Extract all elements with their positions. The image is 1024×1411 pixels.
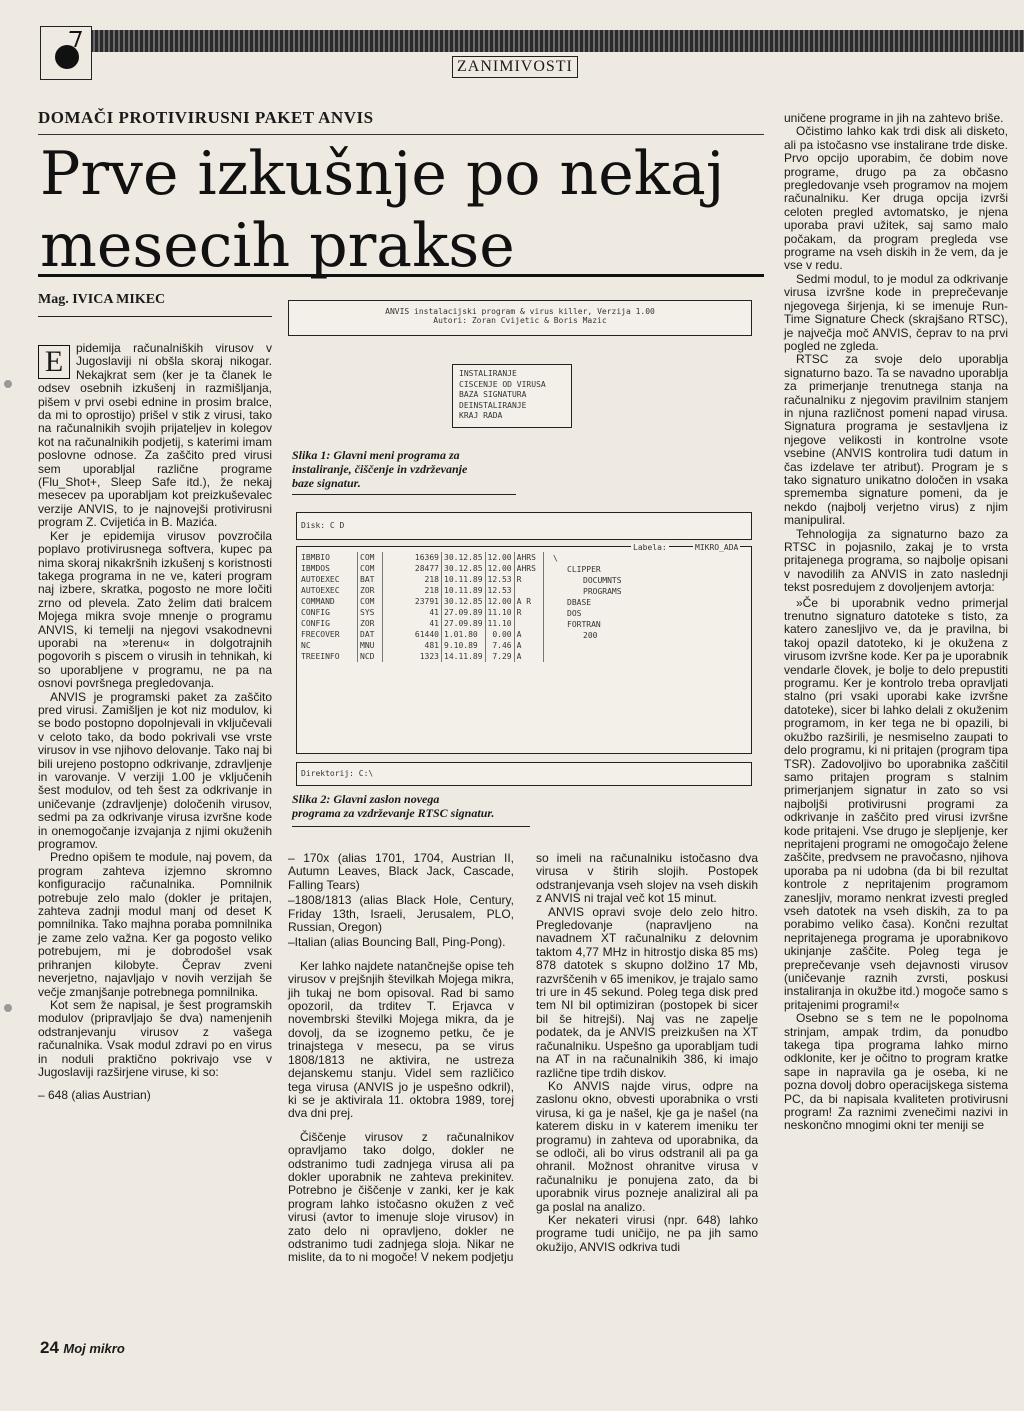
file-cell: IBMBIO xyxy=(299,552,358,563)
file-cell: 27.09.89 xyxy=(442,618,486,629)
menu-item-exit: KRAJ RADA xyxy=(459,411,503,420)
file-cell: DAT xyxy=(358,629,383,640)
file-cell: SYS xyxy=(358,607,383,618)
file-cell: COM xyxy=(358,596,383,607)
file-cell: 12.53 xyxy=(485,574,514,585)
file-cell: 12.53 xyxy=(485,585,514,596)
file-cell: A R xyxy=(514,596,543,607)
file-cell: 0.00 xyxy=(485,629,514,640)
column-3 xyxy=(536,852,758,1342)
file-cell: 11.10 xyxy=(485,607,514,618)
col1-paragraph-4: Predno opišem te module, naj povem, da program zahteva izjemno skromno konfiguracijo računalnika. Pomnilnik potrebuje zelo malo (dokler je pritajen, zahteva zadnji modul manj od deset K pomnilnika. Tako majhna poraba pomnilnika je zame zelo važna. Ker ga pogosto veliko potrebujem, mi je dobrodošel vsak prihranjen kilobyte. Čeprav zveni neverjetno, najavljajo v novih verzijah še večje zmanjšanje potrebnega pomnilnika. xyxy=(38,850,272,999)
figure1-menu xyxy=(452,364,572,428)
col1-paragraph-6: – 648 (alias Austrian) xyxy=(38,1088,151,1103)
directory-tree xyxy=(553,553,622,641)
file-table xyxy=(299,552,544,662)
tree-item-documnts: DOCUMNTS xyxy=(583,576,622,585)
col1-paragraph-1 xyxy=(38,342,272,530)
figure2-file-panel xyxy=(296,543,752,754)
page-footer xyxy=(40,1338,125,1358)
col1-paragraph-5: Kot sem že napisal, je šest programskih modulov (pripravljajo še dva) namenjenih odstranjevanju virusov z vašega računalnika. Vsak modul zdravi po en virus in noduli praktično pokrivajo vse v Jugoslaviji razširjene viruse, ki so: xyxy=(38,997,272,1079)
tree-item-clipper: CLIPPER xyxy=(567,565,601,574)
file-cell: ZOR xyxy=(358,585,383,596)
menu-item-signatures: BAZA SIGNATURA xyxy=(459,390,527,399)
header-bar xyxy=(40,30,1024,52)
file-cell: 12.00 xyxy=(485,552,514,563)
tree-item-200: 200 xyxy=(583,631,598,640)
file-row xyxy=(299,640,543,651)
article-byline: Mag. IVICA MIKEC xyxy=(38,292,166,307)
file-cell: COM xyxy=(358,552,383,563)
file-cell: AHRS xyxy=(514,563,543,574)
file-cell: CONFIG xyxy=(299,618,358,629)
figure2-caption-line-1: Slika 2: Glavni zaslon novega xyxy=(292,792,440,806)
figure1-caption xyxy=(292,448,522,490)
file-cell: COMMAND xyxy=(299,596,358,607)
file-cell: CONFIG xyxy=(299,607,358,618)
figure1-title-line-1: ANVIS instalacijski program & virus killer, Verzija 1.00 xyxy=(385,307,655,316)
file-cell: TREEINFO xyxy=(299,651,358,662)
column-2 xyxy=(288,852,514,1342)
headline-rule xyxy=(38,274,764,277)
file-row xyxy=(299,552,543,563)
file-cell: 23791 xyxy=(383,596,442,607)
figure2-caption-rule xyxy=(292,826,530,827)
file-cell: 10.11.89 xyxy=(442,585,486,596)
file-cell: 1.01.80 xyxy=(442,629,486,640)
file-row xyxy=(299,574,543,585)
file-cell: 7.46 xyxy=(485,640,514,651)
magazine-name: Moj mikro xyxy=(63,1341,125,1356)
col4-paragraph-3: Sedmi modul, to je modul za odkrivanje virusa izvršne kode in preprečevanje njegovega širjenja, ki se imenuje Run-Time Signature Check (skrajšano RTSC), je največja moč ANVIS, čeprav to na prvi pogled ne zgleda. xyxy=(784,271,1008,353)
col4-paragraph-6: »Če bi uporabnik vedno primerjal trenutno signaturo datoteke s tisto, za katero zanesljivo ve, da je pravilna, bi takoj opazil datoteko, ki je okužena z virusom izvršne kode. Ker pa je uporabnik vendarle človek, je bolje to delo prepustiti programu. Ker je kontrolo treba opravljati stalno (pri vsaki uporabi kake izvršne datoteke), sicer bi lahko delali z okuženim programom, in ker tega ne bi opazili, bi okužbo razširili, je nesmiselno zaupati to delo programu, ki ni pritajen (program tipa TSR). Zadovoljivo bo uporabnika zaščitil samo pritajen program s stalnim primerjanjem signatur in zato so vsi najboljši protivirusni programi za odkrivanje in zaščito pred virusi izvršne kode pritajeni. Vse drugo je slepljenje, ker nepritajeni programi ne omogočajo želene zaščite, predvsem ne pravočasno, njihova uporaba pa ni udobna (da bi bil rezultat kontrole z nepritajenim programom zanesljiv, moramo nenkrat izvesti pregled vseh datotek na vseh diskih, za to pa porabimo veliko časa). Končni rezultat nepritajenega programa je uporabnikovo ukinjanje zaščite. Poleg tega je preprečevanje vseh dejavnosti virusov (uničevanje raznih zvrsti, poskusi instaliranja in okužbe itd.) mogoče samo s pritajenimi programi!« xyxy=(784,595,1008,1012)
file-row xyxy=(299,596,543,607)
tree-item-dos: DOS xyxy=(567,609,582,618)
file-cell: 218 xyxy=(383,574,442,585)
drop-cap: E xyxy=(38,345,70,379)
section-tag: ZANIMIVOSTI xyxy=(452,56,578,78)
col1-paragraph-3: ANVIS je programski paket za zaščito pred virusi. Zamišljen je kot niz modulov, ki se bodo postopno dopolnjevali in vključevali v celoto tako, da bodo pokrivali vse vrste virusov in vse njihovo delovanje. Tako naj bi bili urejeno postopno odkrivanje, zdravljenje in varovanje. V verziji 1.00 je vključenih šest modulov, od teh šest za odkrivanje in uničevanje (zdravljenje) določenih virusov, sedmi pa za odkrivanje virusa izvršne kode in onemogočanje izvajanja z njimi okuženih programov. xyxy=(38,689,272,852)
kicker-rule xyxy=(38,134,764,135)
file-cell: 11.10 xyxy=(485,618,514,629)
file-cell: 16369 xyxy=(383,552,442,563)
punch-hole xyxy=(4,1004,12,1012)
col4-paragraph-1: uničene programe in jih na zahtevo briše. xyxy=(784,111,1004,125)
col3-paragraph-1: so imeli na računalniku istočasno dva virusa v štirih slojih. Postopek odstranjevanja vseh slojev na vseh diskih z ANVIS ni trajal več kot 15 minut. xyxy=(536,851,758,906)
col4-paragraph-4: RTSC za svoje delo uporablja signaturno bazo. Ta se navadno uporablja za primerjanje trenutnega stanja na računalniku z njegovim pravilnim stanjem in njuna različnost pomeni napad virusa. Signatura programa je sestavljena iz njegove velikosti in kontrolne vsote vsebine (ANVIS kontrolira tudi datum in čas izdelave ter atribut). Program je s tako signaturo unikatno določen in vsaka sprememba signature pomeni, da je nekdo (najbolj verjetno virus) z njim manipuliral. xyxy=(784,352,1008,528)
figure2-directory-bar xyxy=(296,762,752,786)
file-cell: 30.12.85 xyxy=(442,552,486,563)
volume-label-title: Labela: xyxy=(633,543,667,552)
col2-list-3: –Italian (alias Bouncing Ball, Ping-Pong). xyxy=(288,935,506,950)
file-row xyxy=(299,651,543,662)
tree-item-dbase: DBASE xyxy=(567,598,592,607)
col4-paragraph-2: Očistimo lahko kak trdi disk ali disketo, ali pa istočasno vse instalirane trde diske. Prvo opcijo uporabim, če dobim nove programe, drugo pa za občasno pregledovanje vseh programov na mojem računalniku. Ker druga opcija izvrši celoten pregled avtomatsko, je njena uporaba pravi užitek, saj samo malo počakam, da program pregleda vse programe na vseh diskih in že vem, da je vse v redu. xyxy=(784,124,1008,273)
col3-paragraph-2: ANVIS opravi svoje delo zelo hitro. Pregledovanje (napravljeno na navadnem XT računalniku z delovnim taktom 4,77 MHz in hitrostjo diska 85 ms) 878 datotek s skupno dolžino 17 Mb, razvrščenih v 65 imenikov, je trajalo samo tri ure in 45 sekund. Poleg tega disk pred tem NI bil optimiziran (postopek bi sicer bil še hitrejši). Naj vas ne zapelje podatek, da je ANVIS preizkušen na XT računalniku. Uspešno ga uporabljam tudi na AT in na računalnikih 386, ki imajo različne tipe trdih diskov. xyxy=(536,904,758,1080)
file-cell: 1323 xyxy=(383,651,442,662)
file-cell: 7.29 xyxy=(485,651,514,662)
figure2-disk-bar xyxy=(296,512,752,540)
file-cell: BAT xyxy=(358,574,383,585)
file-row xyxy=(299,629,543,640)
file-cell: IBMDOS xyxy=(299,563,358,574)
logo-ball-shape xyxy=(55,45,79,69)
col3-paragraph-4: Ker nekateri virusi (npr. 648) lahko programe tudi uničijo, ne pa jih samo okužijo, ANVIS odkriva tudi xyxy=(536,1212,758,1254)
file-cell xyxy=(514,618,543,629)
col1-paragraph-2: Ker je epidemija virusov povzročila poplavo protivirusnega softvera, kupec pa nima skoraj nikakršnih izkušenj s koristnosti takega programa in ne ve, kateri program naj izbere, skratka, pogosto ne more ločiti zrno od plevela. Zato želim dati bralcem Mojega mikra svoje mnenje o programu ANVIS, ki temelji na njegovi vsakodnevni uporabi na »terenu« in dolgotrajnih pogovorih s piscem o virusih in tehnikah, ki so uporabljene v programu, ne pa na osnovi površnega pregledovanja. xyxy=(38,528,272,691)
column-1 xyxy=(38,342,272,1342)
file-cell xyxy=(514,585,543,596)
file-cell: 30.12.85 xyxy=(442,563,486,574)
file-row xyxy=(299,563,543,574)
file-cell: NCD xyxy=(358,651,383,662)
file-cell: 41 xyxy=(383,607,442,618)
file-row xyxy=(299,585,543,596)
file-cell: A xyxy=(514,629,543,640)
figure1-caption-line-1: Slika 1: Glavni meni programa za xyxy=(292,448,460,462)
file-cell: AUTOEXEC xyxy=(299,585,358,596)
file-cell: AHRS xyxy=(514,552,543,563)
file-cell: MNU xyxy=(358,640,383,651)
col3-paragraph-3: Ko ANVIS najde virus, odpre na zaslonu okno, obvesti uporabnika o vrsti virusa, ki ga je našel, kje ga je našel (na katerem disku in v katerem imeniku ter programu) in zahteva od uporabnika, da se odloči, ali bo virus odstranil ali pa ga ohranil. Možnost ohranitve virusa v računalniku je ponujena zato, da bi uporabnik virus pozneje analiziral ali pa ga poslal na analizo. xyxy=(536,1078,758,1214)
menu-item-clean: CISCENJE OD VIRUSA xyxy=(459,379,546,389)
figure2-caption-line-2: programa za vzdrževanje RTSC signatur. xyxy=(292,806,495,820)
tree-item-programs: PROGRAMS xyxy=(583,587,622,596)
file-cell: AUTOEXEC xyxy=(299,574,358,585)
file-cell: 27.09.89 xyxy=(442,607,486,618)
figure2-caption xyxy=(292,792,552,820)
file-cell: R xyxy=(514,607,543,618)
file-cell: 28477 xyxy=(383,563,442,574)
menu-item-uninstall: DEINSTALIRANJE xyxy=(459,400,527,410)
file-cell: 14.11.89 xyxy=(442,651,486,662)
file-cell: A xyxy=(514,651,543,662)
file-cell: 481 xyxy=(383,640,442,651)
figure1-caption-line-2: instaliranje, čiščenje in vzdrževanje xyxy=(292,462,468,476)
punch-hole xyxy=(4,380,12,388)
file-cell: 10.11.89 xyxy=(442,574,486,585)
col2-paragraph-1: Ker lahko najdete natančnejše opise teh virusov v prejšnjih številkah Mojega mikra, jih tukaj ne bom opisoval. Rad bi samo opozoril, da trditev T. Erjavca v novembrski številki Mojega mikra, da je dovolj, da se izognemo petku, če je trinajstega v mesecu, pa se virus 1808/1813 ne aktivira, ne ustreza dejanskemu stanju. Videl sem različico tega virusa (ANVIS jo je uspešno odkril), ki se je aktivirala 11. oktobra 1989, torej dva dni prej. xyxy=(288,958,514,1121)
headline-line-1: Prve izkušnje po nekaj xyxy=(40,139,725,209)
file-cell: NC xyxy=(299,640,358,651)
file-row xyxy=(299,618,543,629)
figure1-title-line-2: Autori: Zoran Cvijetic & Boris Mazic xyxy=(433,316,607,325)
file-cell: ZOR xyxy=(358,618,383,629)
file-cell: 218 xyxy=(383,585,442,596)
menu-item-install: INSTALIRANJE xyxy=(459,369,517,378)
col2-paragraph-2: Čiščenje virusov z računalnikov opravljamo tako dolgo, dokler ne odstranimo tudi zadnjega virusa ali pa dokler uporabnik ne zahteva prekinitev. Potrebno je čiščenje v zanki, ker je kak program lahko istočasno okužen z več virusi (avtor to imenuje sloje virusov) in zato delo ni opravljeno, dokler ne odstranimo tudi zadnjega sloja. Nikar ne mislite, da to ni mogoče! V nekem podjetju xyxy=(288,1129,514,1265)
article-kicker: DOMAČI PROTIVIRUSNI PAKET ANVIS xyxy=(38,108,374,127)
tree-root: \ xyxy=(553,554,558,563)
file-cell: R xyxy=(514,574,543,585)
col2-list-1: – 170x (alias 1701, 1704, Austrian II, Autumn Leaves, Black Jack, Cascade, Falling Tears) xyxy=(288,851,514,892)
volume-label-value: MIKRO_ADA xyxy=(695,543,739,552)
col2-list-2: –1808/1813 (alias Black Hole, Century, Friday 13th, Israeli, Jerusalem, PLO, Russian, Oregon) xyxy=(288,893,514,935)
file-cell: 12.00 xyxy=(485,596,514,607)
file-cell: 9.10.89 xyxy=(442,640,486,651)
file-row xyxy=(299,607,543,618)
col4-paragraph-5: Tehnologija za signaturno bazo za RTSC in pojasnilo, zakaj je to vrsta pritajenega programa, so najbolje opisani v navodilih za ANVIS in zato naslednji tekst posredujem z dovoljenjem avtorja: xyxy=(784,526,1008,595)
article-headline xyxy=(40,138,760,282)
headline-line-2: mesecih prakse xyxy=(40,211,515,281)
file-cell: 61440 xyxy=(383,629,442,640)
file-cell: FRECOVER xyxy=(299,629,358,640)
file-cell: COM xyxy=(358,563,383,574)
column-4 xyxy=(784,112,1008,1342)
file-cell: 41 xyxy=(383,618,442,629)
figure1-title-box xyxy=(288,300,752,336)
magazine-logo xyxy=(40,26,92,80)
file-cell: 12.00 xyxy=(485,563,514,574)
file-cell: A xyxy=(514,640,543,651)
disk-label: Disk: C D xyxy=(301,521,345,530)
directory-path: Direktorij: C:\ xyxy=(301,769,374,778)
page-number: 24 xyxy=(40,1338,59,1357)
tree-item-fortran: FORTRAN xyxy=(567,620,601,629)
byline-rule xyxy=(38,316,272,317)
figure1-caption-line-3: baze signatur. xyxy=(292,476,361,490)
col1-p1-text: pidemija računalniških virusov v Jugoslaviji ni obšla skoraj nikogar. Nekajkrat sem (ker je ta članek le odsev osebnih izkušenj in razmišljanja, pišem v prvi osebi ednine in prosim bralce, da mi to oprostijo) prišel v stik z virusi, tako na računalnikih svojih prijateljev in kolegov kot na računalnikih podjetij, s katerimi imam poslovne odnose. Za zaščito pred virusi sem uporabljal različne programe (Flu_Shot+, Sleep Safe itd.), že nekaj mesecev pa uporabljam kot preizkuševalec verzije ANVIS, to je najnovejši protivirusni program Z. Cvijetića in B. Mazića. xyxy=(38,341,272,530)
col4-paragraph-7: Osebno se s tem ne le popolnoma strinjam, ampak trdim, da ponudbo takega tipa programa lahko mirno odklonite, ker je očitno to program kratke sape in napravila ga je oseba, ki ne pozna dovolj dobro operacijskega sistema PC, da bi napisala kvaliteten protivirusni program! Za raznimi zvenečimi nazivi in neskončno mnogimi okni ter meniji se xyxy=(784,1011,1008,1133)
figure1-caption-rule xyxy=(292,494,516,495)
file-cell: 30.12.85 xyxy=(442,596,486,607)
